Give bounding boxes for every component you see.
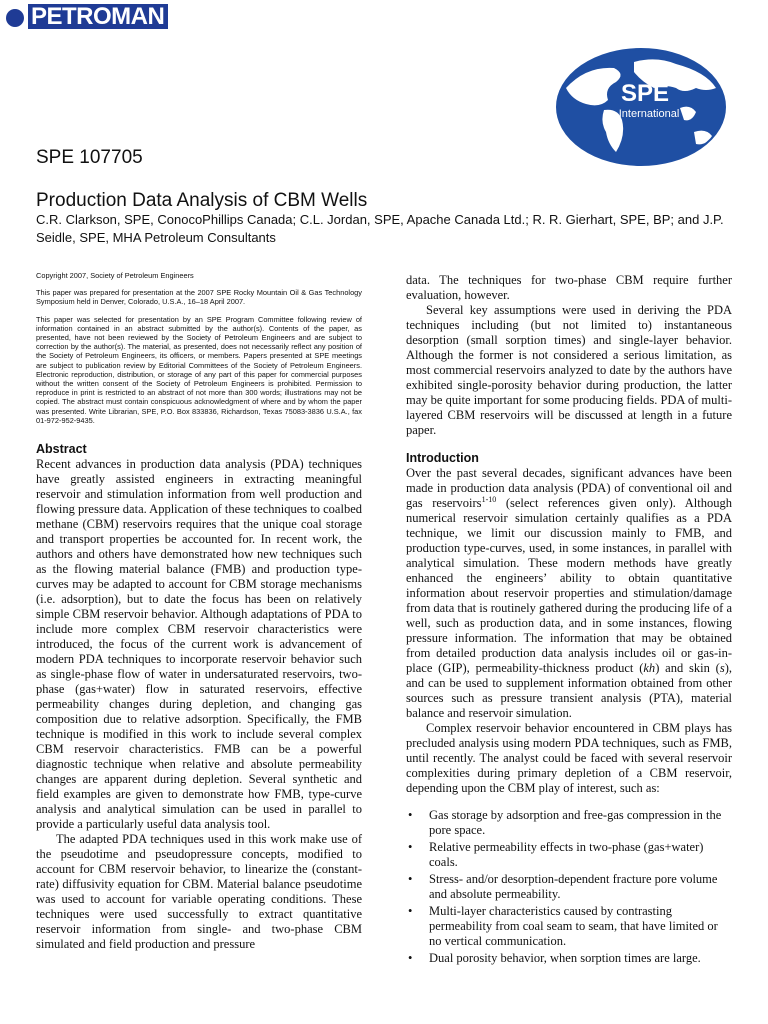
skin-symbol: s [719,661,725,675]
paper-number: SPE 107705 [36,147,143,168]
copyright-line: Copyright 2007, Society of Petroleum Engineers [36,271,194,280]
introduction-section [406,450,732,968]
introduction-heading: Introduction [406,451,479,465]
bullet-icon: • [408,808,413,822]
abstract-section [36,441,362,952]
abstract-continuation [406,273,732,438]
list-item: • Dual porosity behavior, when sorption times are large. [408,951,701,965]
selection-note: This paper was selected for presentation by an SPE Program Committee following review of information contained in an abstract submitted by the author(s). Contents of the paper, as presented, have not been reviewed by the Society of Petroleum Engineers and are subject to correction by the author(s). The material, as presented, does not necessarily reflect any position of the Society of Petroleum Engineers, its officers, or members. Papers presented at SPE meetings are subject to publication review by Editorial Committees of the Society of Petroleum Engineers. Electronic reproduction, distribution, or storage of any part of this paper for commercial purposes without the written consent of the Society of Petroleum Engineers is prohibited. Permission to reproduce in print is restricted to an abstract of not more than 300 words; illustrations may not be copied. The abstract must contain conspicuous acknowledgment of where and by whom the paper was presented. Write Librarian, SPE, P.O. Box 833836, Richardson, Texas 75083-3836 U.S.A., fax 01-972-952-9435. [36,314,362,425]
introduction-paragraph-2: Complex reservoir behavior encountered in CBM plays has precluded analysis using modern PDA techniques, such as FMB, until recently. The analyst could be faced with several reservoir complexities during primary depletion of a CBM reservoir, depending upon the CBM play of interest, such as: [406,721,732,795]
abstract-paragraph-1: Recent advances in production data analysis (PDA) techniques have greatly assisted engineers in extracting meaningful reservoir and stimulation information from well production and flowing pressure data. Application of these techniques to coalbed methane (CBM) reservoirs requires that the unique coal storage and transport properties be accounted for. In recent work, the authors and others have demonstrated how new techniques such as the flowing material balance (FMB) and production type-curves may be adapted to account for CBM storage mechanisms (i.e. adsorption), but to date the focus has been on relatively simple CBM reservoir behavior. Although adaptations of PDA to include more complex CBM reservoir characteristics were introduced, the focus of the current work is advancement of modern PDA techniques to incorporate reservoir behavior such as single-phase flow of water in undersaturated reservoirs, two-phase (gas+water) flow in saturated reservoirs, effective permeability changes during depletion, and changing gas composition due to relative adsorption. Specifically, the FMB technique is modified in this work to include several complex CBM reservoir characteristics. FMB can be a powerful diagnostic technique when relative and absolute permeability changes are apparent during depletion. Several synthetic and field examples are given to demonstrate how FMB, type-curve analysis and analytical simulation can be used in parallel to provide a particularly useful data analysis tool. [36,457,362,831]
paper-title: Production Data Analysis of CBM Wells [36,190,368,211]
list-item: • Relative permeability effects in two-phase (gas+water) coals. [408,840,704,869]
spe-logo-subtext: International [618,108,680,120]
complexity-list [406,808,732,966]
reference-superscript: 1-10 [481,494,497,504]
logo-text: PETROMAN [28,4,168,29]
authors: C.R. Clarkson, SPE, ConocoPhillips Canada; C.L. Jordan, SPE, Apache Canada Ltd.; R. R. Gierhart, SPE, BP; and J.P. Seidle, SPE, MHA Petroleum Consultants [36,212,724,245]
continuation-paragraph-2: Several key assumptions were used in deriving the PDA techniques including (but not limited to) instantaneous desorption (small sorption times) and single-layer behavior. Although the former is not considered a serious limitation, as most commercial reservoirs analyzed to date by the authors have exhibited single-porosity behavior during production, the latter may be quite important for some producing fields. PDA of multi-layered CBM reservoirs will be discussed at length in a future paper. [406,303,732,437]
continuation-paragraph-1: data. The techniques for two-phase CBM require further evaluation, however. [406,273,732,302]
abstract-heading: Abstract [36,442,87,456]
bullet-icon: • [408,872,413,886]
petroman-logo [6,3,168,30]
spe-international-logo [556,48,726,166]
bullet-icon: • [408,840,413,854]
copyright-block [36,271,362,433]
list-item: • Gas storage by adsorption and free-gas compression in the pore space. [408,808,722,837]
kh-symbol: kh [643,661,656,675]
spe-logo-text: SPE [620,80,670,107]
logo-dot-icon [6,9,24,27]
abstract-paragraph-2: The adapted PDA techniques used in this work make use of the pseudotime and pseudopressure concepts, modified to account for CBM reservoir behavior, to linearize the (constant-rate) diffusivity equation for CBM. Material balance pseudotime was used to account for variable operating conditions. These techniques were used successfully to extract quantitative reservoir information from single- and two-phase CBM simulated and field production and pressure [36,832,362,951]
list-item: • Stress- and/or desorption-dependent fracture pore volume and absolute permeability. [408,872,718,901]
globe-icon [557,49,725,165]
bullet-icon: • [408,904,413,918]
introduction-paragraph-1: Over the past several decades, significant advances have been made in production data analysis (PDA) of conventional oil and gas reservoirs$^{1-10}$ (select references given only). Although numerical reservoir simulation certainly qualifies as a PDA technique, we limit our discussion mainly to FMB, and production type-curves, used, in some instances, in parallel with analytical simulation. These modern methods have greatly enhanced the engineers’ ability to obtain quantitative information about reservoir properties and stimulation/damage from data that is routinely gathered during the producing life of a well, such as production data, and in some instances, flowing pressure information. The information that may be obtained from detailed production data analysis includes oil or gas-in-place (GIP), permeability-thickness product (kh) and skin (s), and can be used to supplement information obtained from other sources such as pressure transient analysis (PTA), material balance and reservoir simulation. [406,466,733,720]
list-item: • Multi-layer characteristics caused by contrasting permeability from coal seam to seam, that have limited or no vertical communication. [408,904,718,948]
bullet-icon: • [408,951,413,965]
presentation-note: This paper was prepared for presentation at the 2007 SPE Rocky Mountain Oil & Gas Technology Symposium held in Denver, Colorado, U.S.A., 16–18 April 2007. [36,288,362,307]
